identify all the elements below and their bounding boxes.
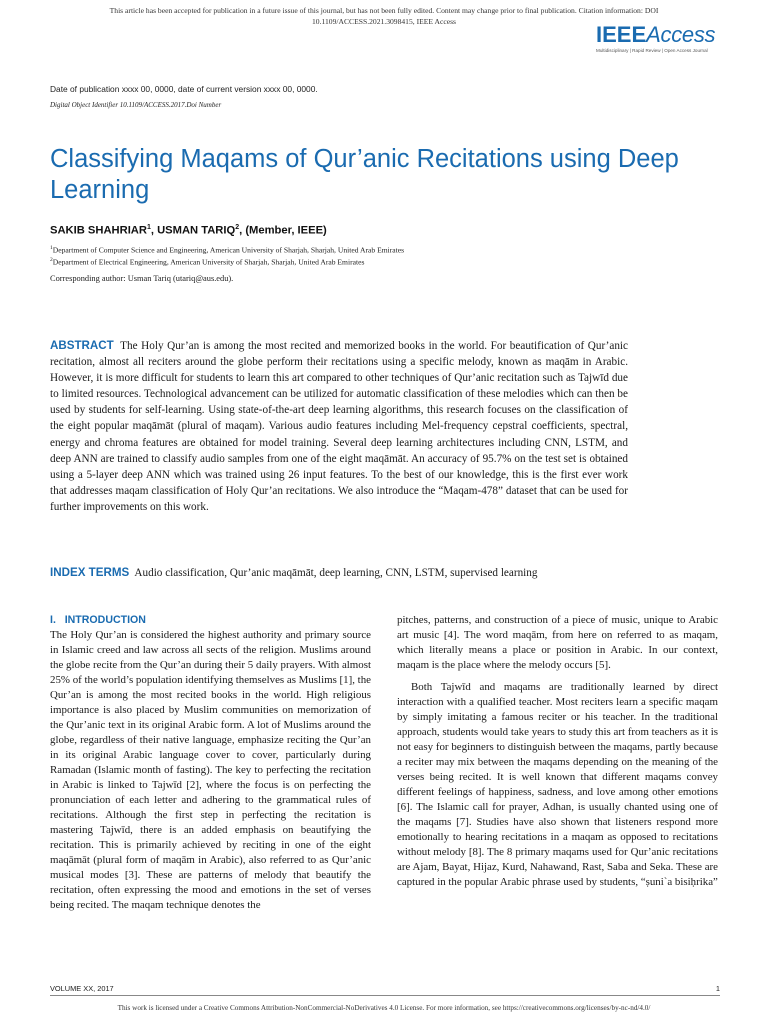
abstract-heading: ABSTRACT [50, 339, 114, 352]
intro-paragraph-2: pitches, patterns, and construction of a piece of music, unique to Arabic art music [4]. The word maqām, from here on referred to as maqam, which literally means a place or position in Arabic. In our context, maqam is the place where the melody occurs [5]. [397, 614, 718, 672]
section-heading-introduction: I. INTRODUCTION [50, 614, 146, 626]
logo-product: Access [646, 22, 716, 47]
acceptance-notice-line1: This article has been accepted for publication in a future issue of this journal, but has not been fully edited. Content may change prior to final publication. Citation information: DOI [109, 6, 659, 15]
ieee-access-logo [596, 23, 731, 54]
affiliation-text: Department of Computer Science and Engineering, American University of Sharjah, Sharjah, United Arab Emirates [52, 245, 405, 255]
license-notice: This work is licensed under a Creative Commons Attribution-NonCommercial-NoDerivatives 4.0 License. For more information, see https://creativecommons.org/licenses/by-nc-nd/4.0/ [117, 1004, 651, 1012]
index-terms-heading: INDEX TERMS [50, 566, 130, 579]
doi-line: Digital Object Identifier 10.1109/ACCESS.2017.Doi Number [50, 101, 222, 109]
paper-title: Classifying Maqams of Qur’anic Recitations using Deep Learning [50, 145, 679, 204]
affiliation-text: Department of Electrical Engineering, American University of Sharjah, Sharjah, United Arab Emirates [52, 257, 365, 267]
intro-paragraph-1: The Holy Qur’an is considered the highest authority and primary source in Islamic creed and law across all sects of the religion. Muslims around the globe recite from the Qur’an during their 5 daily prayers. With almost 25% of the world’s population identifying themselves as Muslims [1], the Qur’an is among the most recited books in the world. High religious importance is also placed by Muslim communities on memorization of the Qur’anic text in its original Arabic form. A lot of Muslims around the globe, regardless of their native language, emphasize reciting the Qur’an in its original Arabic language cover to cover, particularly during Ramadan (Islamic month of fasting). The key to perfecting the recitation in Arabic is linked to Tajwīd [2], where the focus is on perfecting the pronunciation of each letter and adhering to the grammatical rules of recitations. Although the first step in perfecting the recitation is mastering Tajwīd, there is an added emphasis on beautifying the recitation. This is primarily achieved by reciting in one of the eight maqāmāt (plural form of maqām in Arabic), also referred to as Qur’anic musical modes [3]. These are patterns of melody that beautify the recitation, often expressing the mood and emotions in the set of verses being recited. The maqam technique denotes the [50, 629, 371, 912]
author-name: SAKIB SHAHRIAR [50, 224, 147, 237]
abstract-text: The Holy Qur’an is among the most recited and memorized books in the world. For beautification of Qur’anic recitation, almost all reciters around the globe perform their recitations using a specific melody, known as maqām in Arabic. However, it is more difficult for students to learn this art compared to other techniques of Qur’anic recitation such as Tajwīd due to limited resources. Technological advancement can be utilized for automatic classification of these melodies which can then be used by students for self-learning. Using state-of-the-art deep learning algorithms, this research focuses on the classification of the eight popular maqāmāt (plural of maqam). Various audio features including Mel-frequency cepstral coefficients, spectral, energy and chroma features are obtained for model training. Several deep learning architectures including CNN, LSTM, and deep ANN are trained to classify audio samples from one of the eight maqāmāt. An accuracy of 95.7% on the test set is obtained using a 5-layer deep ANN which was trained using 26 input features. To the best of our knowledge, this is the first ever work that addresses maqam classification of Holy Qur’an recitations. We also introduce the “Maqam-478” dataset that can be used for further improvements on this work. [50, 340, 628, 513]
footer-divider [50, 995, 720, 996]
abstract-block [50, 338, 628, 515]
affiliation-mark: 2 [50, 257, 53, 263]
index-terms [50, 565, 650, 581]
logo-brand: IEEE [596, 22, 647, 47]
author-affil-mark: 1 [146, 224, 151, 231]
page-number: 1 [715, 984, 720, 993]
left-column [50, 613, 371, 913]
author-list [50, 224, 327, 237]
acceptance-notice-line2: 10.1109/ACCESS.2021.3098415, IEEE Access [312, 17, 456, 26]
corresponding-author: Corresponding author: Usman Tariq (utariq@aus.edu). [50, 274, 234, 283]
affiliation-1 [50, 243, 404, 256]
author-separator: , [150, 224, 158, 237]
affiliation-mark: 1 [50, 245, 53, 251]
author-name: USMAN TARIQ [157, 224, 236, 237]
index-terms-text: Audio classification, Qur’anic maqāmāt, deep learning, CNN, LSTM, supervised learning [134, 567, 538, 579]
footer-volume: VOLUME XX, 2017 [50, 984, 114, 993]
publication-date: Date of publication xxxx 00, 0000, date of current version xxxx 00, 0000. [50, 84, 318, 94]
logo-tagline: Multidisciplinary | Rapid Review | Open Access Journal [596, 48, 708, 53]
intro-paragraph-3: Both Tajwīd and maqams are traditionally learned by direct interaction with a qualified teacher. Most reciters learn a specific maqam by simply imitating a famous reciter or his teacher. In the traditional approach, students would take years to study this art from teachers as it is not easy for beginners to distinguish between the maqams, partly because a reciter may mix between the maqams depending on the meaning of the verses being recited. It is well known that different maqams convey different feelings of happiness, sadness, and love among other emotions [6]. The Islamic call for prayer, Adhan, is usually chanted using one of the maqams [7]. Studies have also shown that listeners respond more emotionally to hearing recitations in a maqam as opposed to recitations without melody [8]. The 8 primary maqams used for Qur’anic recitations are Ajam, Bayat, Hijaz, Kurd, Nahawand, Rast, Saba and Seka. These are captured in the popular Arabic phrase used by students, “ṣuni`a bisiḥrika” [397, 681, 718, 889]
right-column [397, 613, 718, 890]
author-affil-mark: 2 [235, 224, 240, 231]
author-membership: , (Member, IEEE) [239, 224, 327, 237]
affiliation-2 [50, 255, 364, 268]
